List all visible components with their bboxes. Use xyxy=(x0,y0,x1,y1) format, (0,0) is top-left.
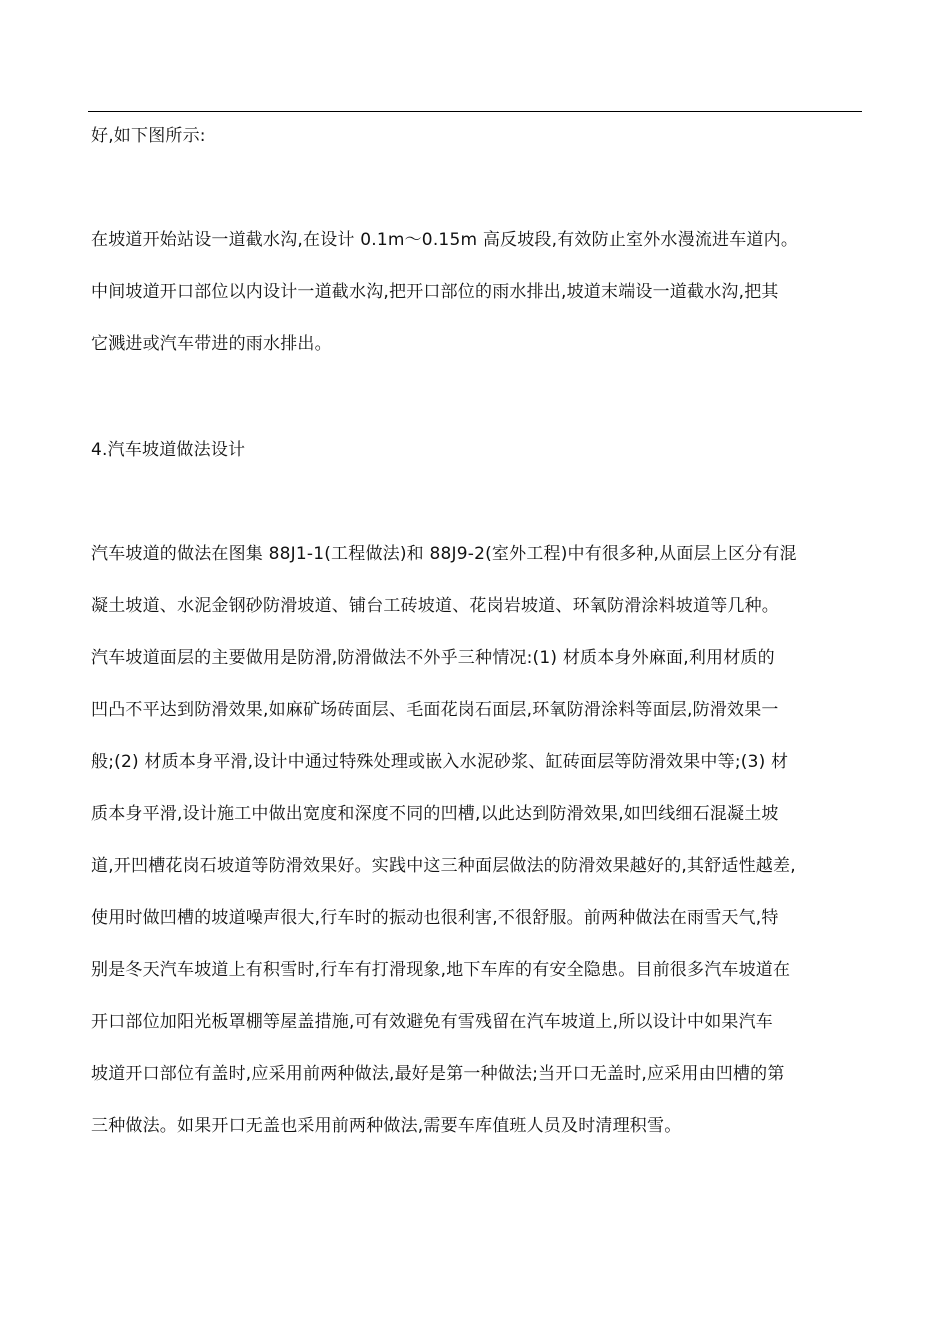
text-line: 别是冬天汽车坡道上有积雪时,行车有打滑现象,地下车库的有安全隐患。目前很多汽车坡道在 xyxy=(91,960,791,980)
text-line: 开口部位加阳光板罩棚等屋盖措施,可有效避免有雪残留在汽车坡道上,所以设计中如果汽车 xyxy=(91,1012,774,1032)
text-line: 在坡道开始站设一道截水沟,在设计 0.1m～0.15m 高反坡段,有效防止室外水漫流进车道内。 xyxy=(91,230,799,250)
text-line: 中间坡道开口部位以内设计一道截水沟,把开口部位的雨水排出,坡道末端设一道截水沟,把其 xyxy=(91,282,779,302)
intro-paragraph xyxy=(91,110,866,162)
text-line: 道,开凹槽花岗石坡道等防滑效果好。实践中这三种面层做法的防滑效果越好的,其舒适性越差, xyxy=(91,856,796,876)
text-line: 使用时做凹槽的坡道噪声很大,行车时的振动也很利害,不很舒服。前两种做法在雨雪天气,特 xyxy=(91,908,779,928)
text-line: 凹凸不平达到防滑效果,如麻矿场砖面层、毛面花岗石面层,环氧防滑涂料等面层,防滑效果一 xyxy=(91,700,779,720)
text-line: 凝土坡道、水泥金钢砂防滑坡道、铺台工砖坡道、花岗岩坡道、环氧防滑涂料坡道等几种。 xyxy=(91,596,779,616)
text-line: 它溅进或汽车带进的雨水排出。 xyxy=(91,334,332,354)
ramp-method-paragraph xyxy=(91,528,866,1152)
heading-text: 4.汽车坡道做法设计 xyxy=(91,440,246,460)
text-line: 好,如下图所示: xyxy=(91,126,206,146)
text-line: 汽车坡道的做法在图集 88J1-1(工程做法)和 88J9-2(室外工程)中有很多种,从面层上区分有混 xyxy=(91,544,797,564)
text-line: 质本身平滑,设计施工中做出宽度和深度不同的凹槽,以此达到防滑效果,如凹线细石混凝土坡 xyxy=(91,804,779,824)
text-line: 坡道开口部位有盖时,应采用前两种做法,最好是第一种做法;当开口无盖时,应采用由凹槽的第 xyxy=(91,1064,785,1084)
drainage-paragraph xyxy=(91,214,866,370)
text-line: 汽车坡道面层的主要做用是防滑,防滑做法不外乎三种情况:(1) 材质本身外麻面,利用材质的 xyxy=(91,648,775,668)
text-line: 三种做法。如果开口无盖也采用前两种做法,需要车库值班人员及时清理积雪。 xyxy=(91,1116,682,1136)
text-line: 般;(2) 材质本身平滑,设计中通过特殊处理或嵌入水泥砂浆、缸砖面层等防滑效果中等;(3) 材 xyxy=(91,752,789,772)
section-heading xyxy=(91,424,866,476)
